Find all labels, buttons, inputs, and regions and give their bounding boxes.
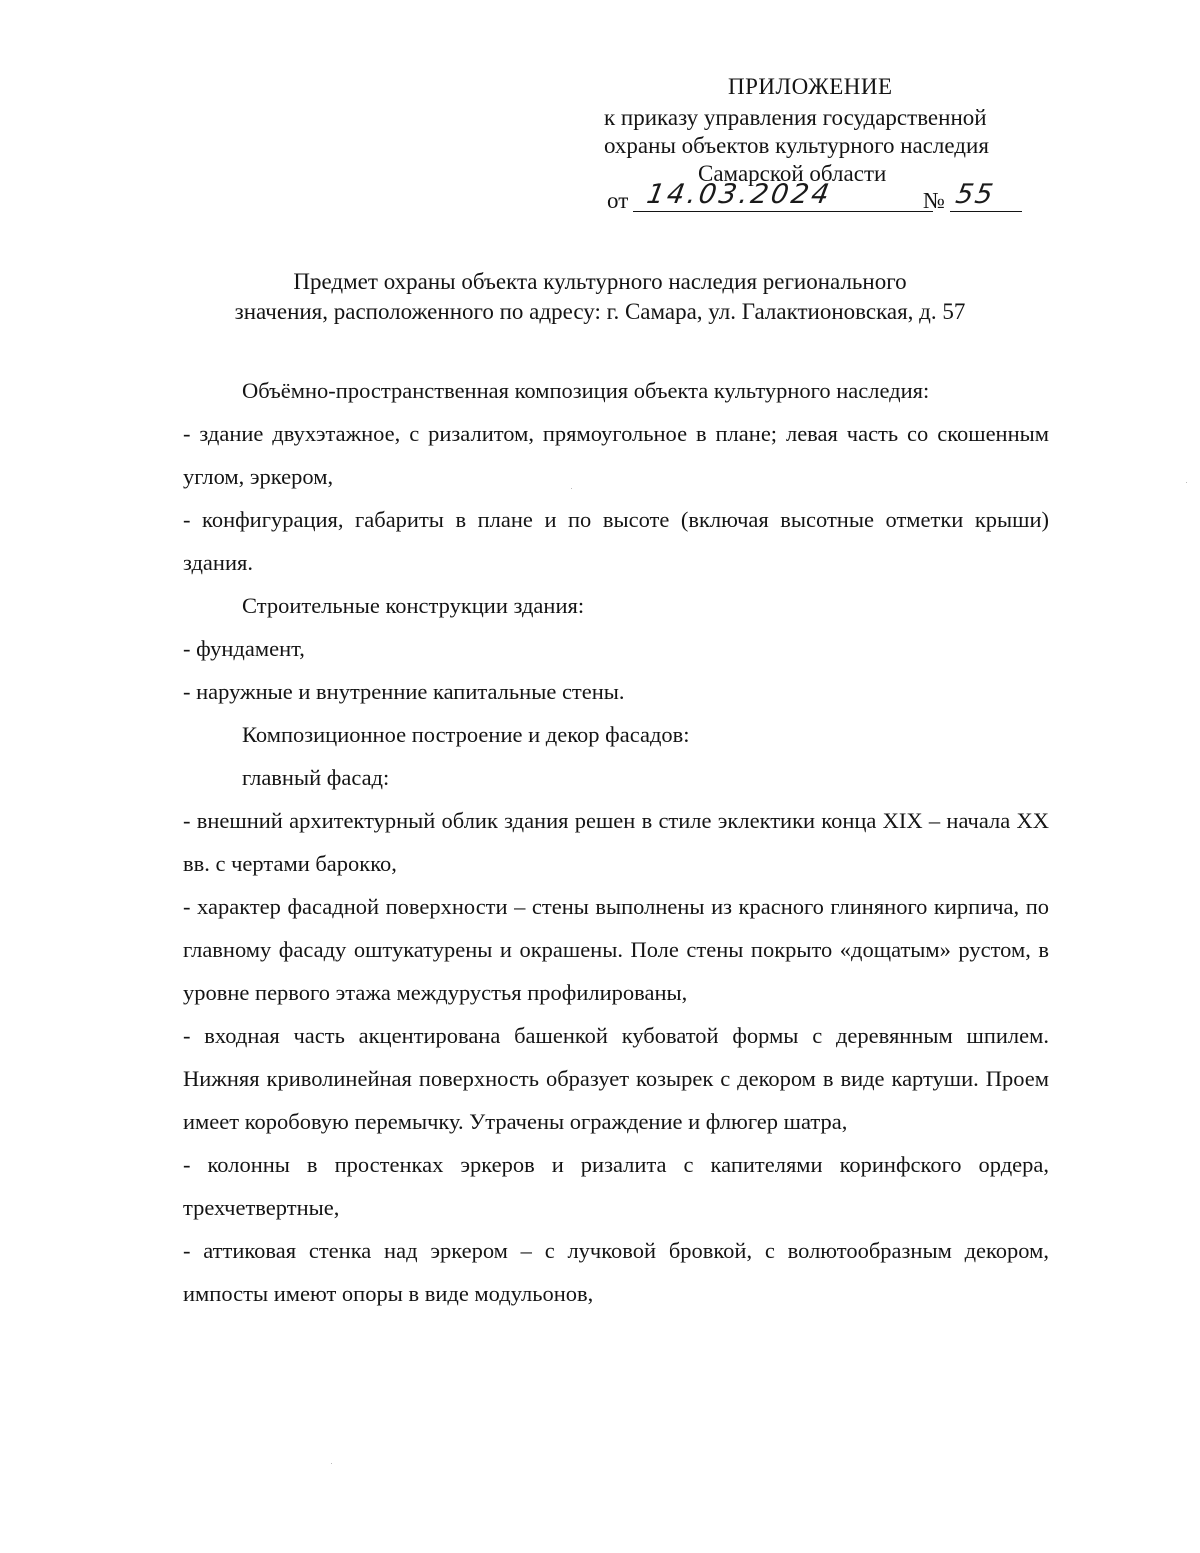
list-item: - входная часть акцентирована башенкой кубоватой формы с деревянным шпилем. Нижняя криволинейная поверхность образует козырек с декором в виде картуши. Проем имеет коробовую перемычку. Утрачены ограждение и флюгер шатра, (183, 1023, 1049, 1134)
scan-speck (571, 488, 572, 489)
list-item: - характер фасадной поверхности – стены выполнены из красного глиняного кирпича, по главному фасаду оштукатурены и окрашены. Поле стены покрыто «дощатым» рустом, в уровне первого этажа междурустья профилированы, (183, 894, 1049, 1005)
document-body (183, 369, 1049, 1315)
subsection-heading-main-facade: главный фасад: (242, 765, 390, 790)
subject-line-1: Предмет охраны объекта культурного наследия регионального (293, 269, 907, 294)
list-item: - внешний архитектурный облик здания решен в стиле эклектики конца XIX – начала XX вв. с чертами барокко, (183, 808, 1049, 876)
date-prefix: от (607, 188, 629, 213)
subject-line-2: значения, расположенного по адресу: г. Самара, ул. Галактионовская, д. 57 (234, 299, 966, 324)
appendix-ref-line-2: охраны объектов культурного наследия (604, 133, 989, 158)
number-underline (950, 211, 1022, 212)
scan-speck (331, 1463, 332, 1464)
list-item: - наружные и внутренние капитальные стены. (183, 679, 625, 704)
appendix-ref-line-3: Самарской области (698, 161, 887, 186)
appendix-ref-line-1: к приказу управления государственной (604, 105, 987, 130)
list-item: - аттиковая стенка над эркером – с лучковой бровкой, с волютообразным декором, импосты имеют опоры в виде модульонов, (183, 1238, 1049, 1306)
appendix-title: ПРИЛОЖЕНИЕ (728, 74, 893, 99)
handwritten-number: 55 (953, 179, 998, 210)
handwritten-date: 14.03.2024 (644, 179, 835, 210)
date-underline (633, 211, 933, 212)
list-item: - колонны в простенках эркеров и ризалита с капителями коринфского ордера, трехчетвертные, (183, 1152, 1049, 1220)
section-heading-facades: Композиционное построение и декор фасадов: (242, 722, 690, 747)
scan-speck (1186, 482, 1187, 483)
section-heading-structures: Строительные конструкции здания: (242, 593, 585, 618)
number-prefix: № (923, 188, 945, 213)
list-item: - конфигурация, габариты в плане и по высоте (включая высотные отметки крыши) здания. (183, 507, 1049, 575)
list-item: - фундамент, (183, 636, 305, 661)
document-subject (150, 267, 1050, 327)
order-date-number-row (607, 179, 1027, 214)
section-heading-volume: Объёмно-пространственная композиция объекта культурного наследия: (242, 378, 930, 403)
list-item: - здание двухэтажное, с ризалитом, прямоугольное в плане; левая часть со скошенным углом, эркером, (183, 421, 1049, 489)
